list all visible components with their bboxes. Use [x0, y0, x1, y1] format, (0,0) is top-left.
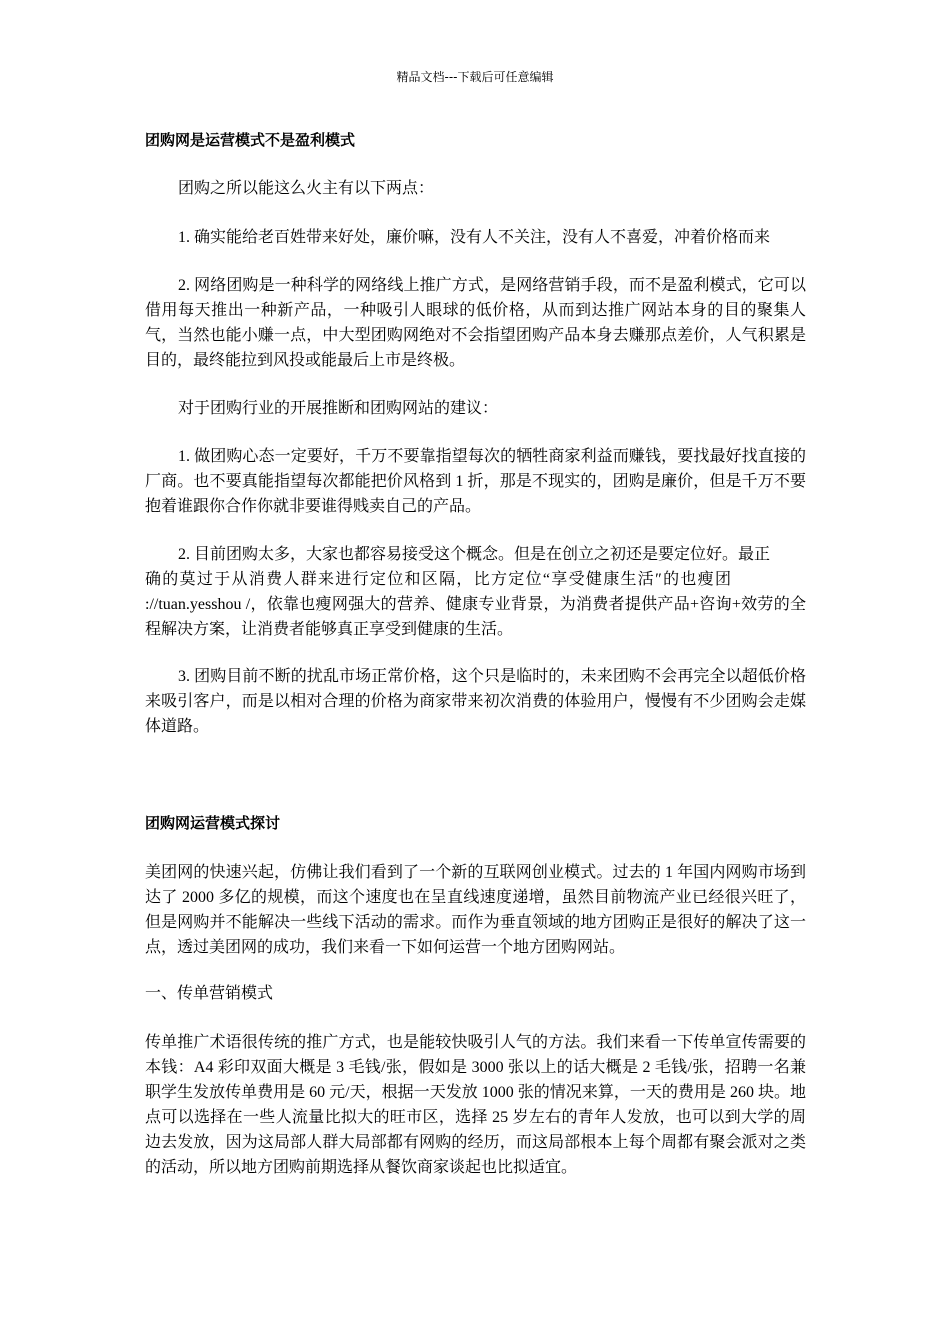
intro-paragraph: 团购之所以能这么火主有以下两点： [178, 180, 435, 197]
advice-intro-paragraph: 对于团购行业的开展推断和团购网站的建议： [178, 400, 499, 417]
section-title: 团购网是运营模式不是盈利模式 [145, 131, 356, 149]
point-two-paragraph: 2. 网络团购是一种科学的网络线上推广方式，是网络营销手段，而不是盈利模式，它可以借用每天推出一种新产品，一种吸引人眼球的低价格，从而到达推广网站本身的目的聚集人气，当然也能小赚一点，中大型团购网绝对不会指望团购产品本身去赚那点差价，人气积累是目的，最终能拉到风投或能最后上市是终极。 [145, 277, 806, 369]
document-body [145, 128, 806, 1180]
advice-two-rest: ://tuan.yesshou /，依靠也瘦网强大的营养、健康专业背景，为消费者提供产品+咨询+效劳的全程解决方案，让消费者能够真正享受到健康的生活。 [145, 596, 806, 638]
page-header: 精品文档---下载后可任意编辑 [396, 70, 554, 84]
section-title-2: 团购网运营模式探讨 [145, 814, 281, 832]
advice-two-line-one: 2. 目前团购太多，大家也都容易接受这个概念。但是在创立之初还是要定位好。最正 [178, 546, 771, 563]
advice-one-paragraph: 1. 做团购心态一定要好，千万不要靠指望每次的牺牲商家利益而赚钱，要找最好找直接的厂商。也不要真能指望每次都能把价风格到 1 折，那是不现实的，团购是廉价，但是千万不要抱着谁跟你合作你就非要谁得贱卖自己的产品。 [145, 448, 806, 515]
advice-two-paragraph [145, 542, 806, 642]
section-two-intro-paragraph: 美团网的快速兴起，仿佛让我们看到了一个新的互联网创业模式。过去的 1 年国内网购市场到达了 2000 多亿的规模，而这个速度也在呈直线速度递增，虽然目前物流产业已经很兴旺了，但是网购并不能解决一些线下活动的需求。而作为垂直领域的地方团购正是很好的解决了这一点，透过美团网的成功，我们来看一下如何运营一个地方团购网站。 [145, 864, 806, 956]
advice-three-paragraph: 3. 团购目前不断的扰乱市场正常价格，这个只是临时的，未来团购不会再完全以超低价格来吸引客户，而是以相对合理的价格为商家带来初次消费的体验用户，慢慢有不少团购会走媒体道路。 [145, 668, 806, 735]
advice-two-line-two: 确的莫过于从消费人群来进行定位和区隔，比方定位“享受健康生活″的也瘦团 [145, 571, 733, 588]
sub-section-title: 一、传单营销模式 [145, 985, 274, 1002]
point-one-paragraph: 1. 确实能给老百姓带来好处，廉价嘛，没有人不关注，没有人不喜爱，冲着价格而来 [178, 229, 771, 246]
flyer-marketing-paragraph: 传单推广术语很传统的推广方式，也是能较快吸引人气的方法。我们来看一下传单宣传需要的本钱：A4 彩印双面大概是 3 毛钱/张，假如是 3000 张以上的话大概是 2 毛钱/张，招聘一名兼职学生发放传单费用是 60 元/天，根据一天发放 1000 张的情况来算，一天的费用是 260 块。地点可以选择在一些人流量比拟大的旺市区，选择 25 岁左右的青年人发放，也可以到大学的周边去发放，因为这局部人群大局部都有网购的经历，而这局部根本上每个周都有聚会派对之类的活动，所以地方团购前期选择从餐饮商家谈起也比拟适宜。 [145, 1034, 806, 1176]
